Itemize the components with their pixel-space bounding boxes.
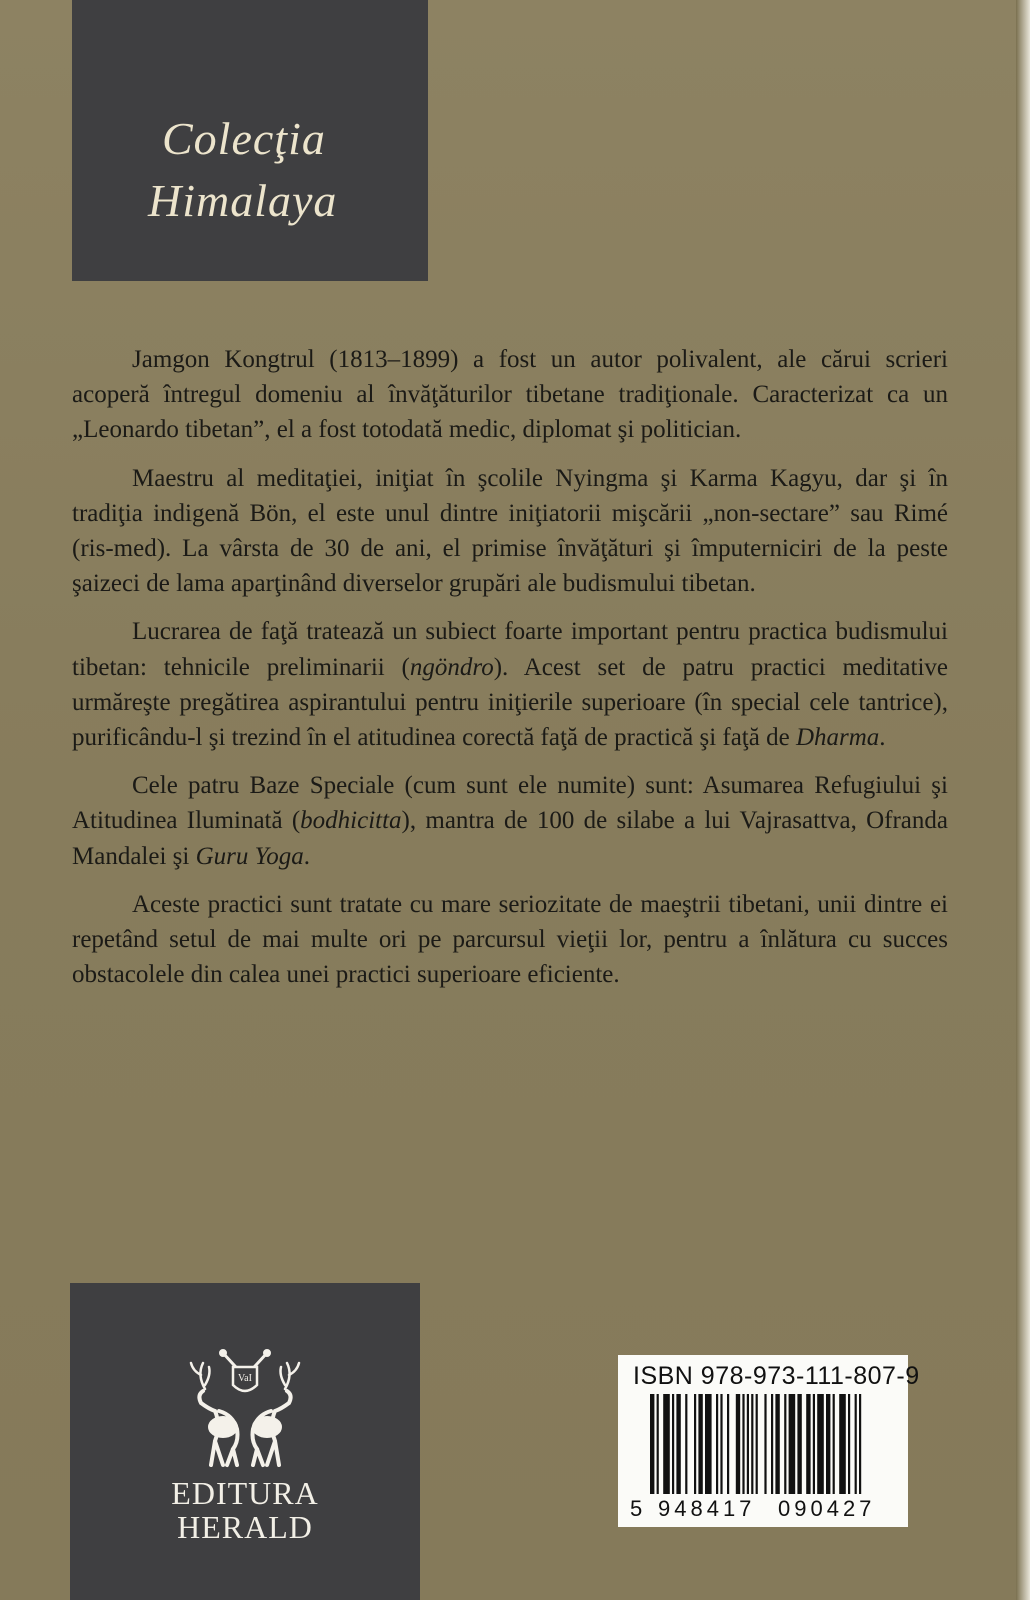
collection-title-line2: Himalaya	[148, 175, 338, 226]
term-bodhicitta: bodhicitta	[300, 807, 402, 835]
collection-title	[72, 108, 428, 232]
term-ngondro: ngöndro	[409, 653, 494, 681]
term-guru-yoga: Guru Yoga	[195, 842, 304, 870]
publisher-name-line1: EDITURA	[171, 1475, 319, 1511]
publisher-name-line2: HERALD	[177, 1509, 313, 1545]
logo-monogram: VaI	[238, 1373, 252, 1384]
paragraph-4-text-a: Cele patru Baze Speciale (cum sunt ele numite) sunt: Asumarea Refugiului şi Atitudinea Iluminată (	[72, 772, 948, 835]
page-edge	[1016, 0, 1030, 1600]
description-paragraph-5: Aceste practici sunt tratate cu mare seriozitate de maeştrii tibetani, unii dintre ei repetând setul de mai multe ori pe parcursul vieţii lor, pentru a înlătura cu succes obstacolele din calea unei practici superioare eficiente.	[72, 890, 948, 989]
description-paragraph-1: Jamgon Kongtrul (1813–1899) a fost un autor polivalent, ale cărui scrieri acoperă întregul domeniu al învăţăturilor tibetane tradiţionale. Caracterizat ca un „Leonardo tibetan”, el a fost totodată medic, diplomat şi politician.	[72, 346, 948, 444]
paragraph-3-text-c: .	[879, 724, 886, 752]
isbn-number: ISBN 978-973-111-807-9	[633, 1362, 920, 1390]
term-dharma: Dharma	[795, 724, 880, 752]
barcode-digits-right: 090427	[778, 1496, 876, 1520]
description-paragraph-2: Maestru al meditaţiei, iniţiat în şcolile Nyingma şi Karma Kagyu, dar şi în tradiţia indigenă Bön, el este unul dintre iniţiatorii mişcării „non-sectare” sau Rimé (ris-med). La vârsta de 30 de ani, el primise învăţături şi împuterniciri de la peste şaizeci de lama aparţinând diverselor grupări ale budismului tibetan.	[72, 464, 948, 598]
description-paragraph-4	[72, 768, 948, 874]
barcode	[628, 1394, 900, 1520]
description-paragraph-3	[72, 614, 948, 755]
barcode-digit-first: 5	[630, 1496, 643, 1520]
paragraph-3-text-b: ). Acest set de patru practici meditative urmăreşte pregătirea aspirantului pentru iniţierile superioare (în special cele tantrice), purificându-l şi trezind în el atitudinea corectă faţă de practică şi faţă de	[72, 653, 949, 752]
collection-title-line1: Colecţia	[162, 113, 326, 164]
paragraph-3-text-a: Lucrarea de faţă tratează un subiect foarte important pentru practica budismului tibetan: tehnicile preliminarii (	[72, 618, 948, 681]
barcode-bars	[650, 1394, 861, 1494]
book-description	[72, 342, 948, 1005]
barcode-digits-left: 948417	[658, 1496, 756, 1520]
publisher-name	[70, 1476, 420, 1544]
paragraph-4-text-c: .	[303, 842, 310, 870]
paragraph-4-text-b: ), mantra de 100 de silabe a lui Vajrasattva, Ofranda Mandalei şi	[72, 807, 949, 870]
publisher-logo-icon	[175, 1345, 315, 1470]
